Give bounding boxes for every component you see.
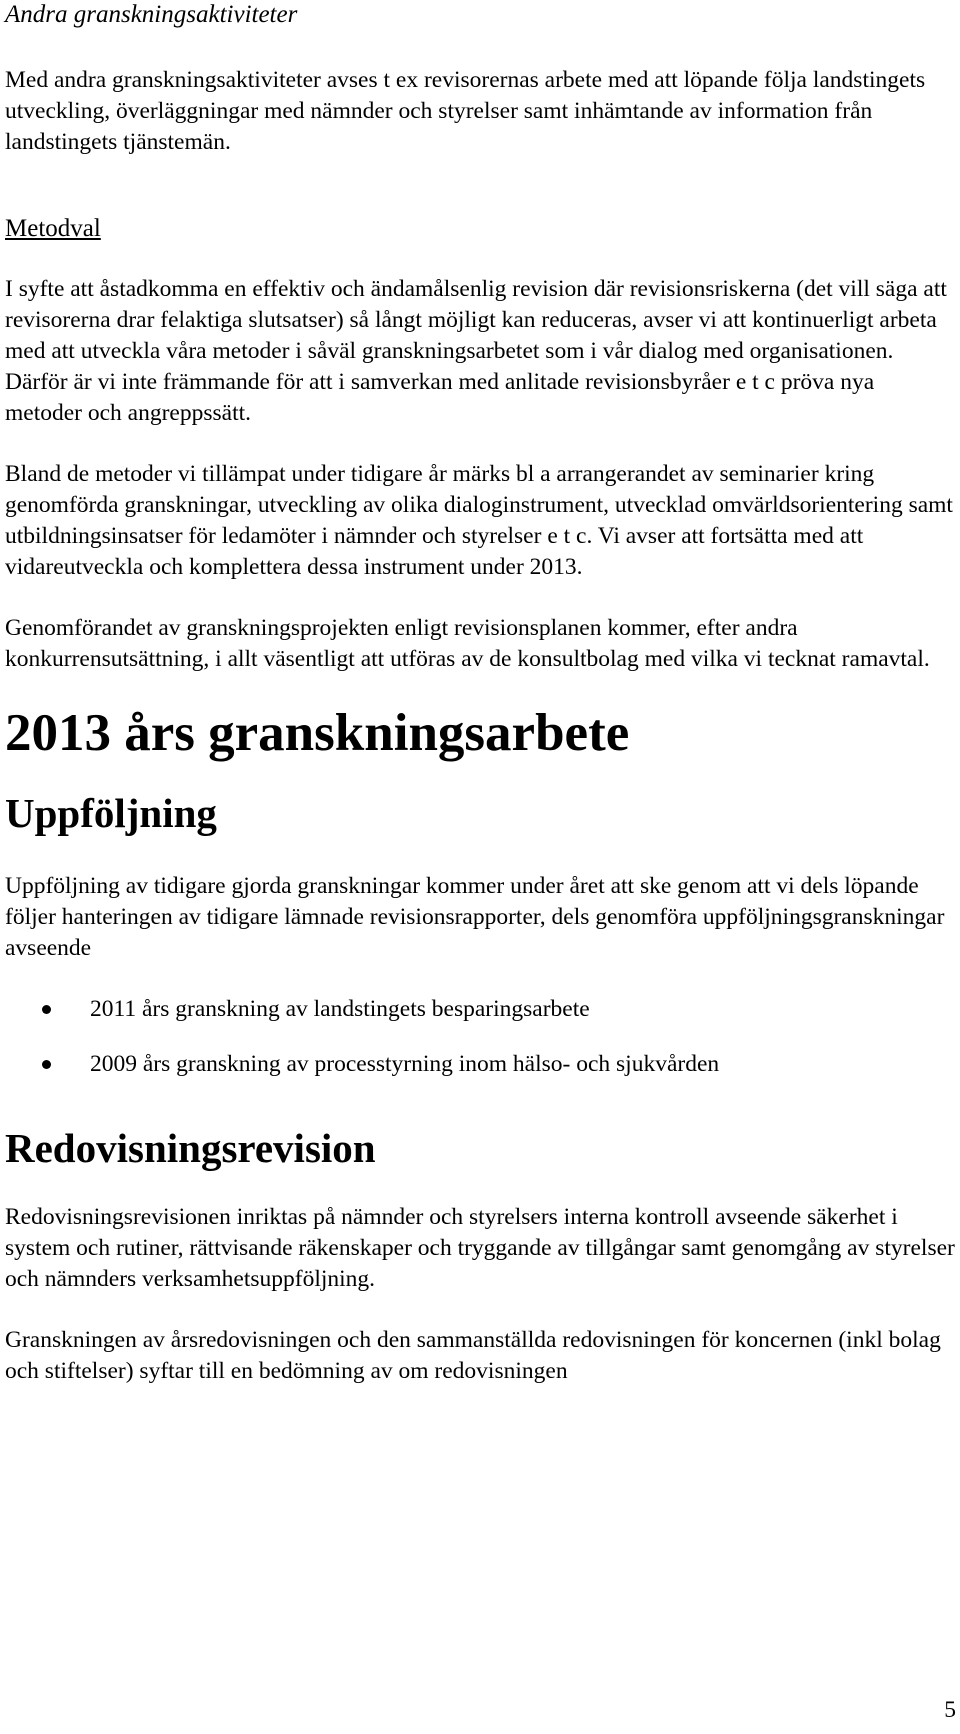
subheading-metodval: Metodval (5, 215, 101, 242)
paragraph-other-activities: Med andra granskningsaktiviteter avses t ex revisorernas arbete med att löpande följa landstingets utveckling, överläggningar med nämnder och styrelser samt inhämtande av information från landstingets tjänstemän. (5, 67, 926, 155)
heading-financial-audit: Redovisningsrevision (5, 1125, 376, 1171)
bullet-icon (42, 1005, 51, 1014)
list-item (5, 1049, 955, 1080)
paragraph-annual-report-review: Granskningen av årsredovisningen och den sammanställda redovisningen för koncernen (inkl bolag och stiftelser) syftar till en bedömning av om redovisningen (5, 1327, 941, 1384)
paragraph-follow-up: Uppföljning av tidigare gjorda granskningar kommer under året att ske genom att vi dels löpande följer hanteringen av tidigare lämnade revisionsrapporter, dels genomföra uppföljningsgranskningar avseende (5, 873, 945, 961)
list-item (5, 994, 955, 1025)
list-item-text: 2011 års granskning av landstingets besparingsarbete (90, 996, 590, 1022)
follow-up-list (5, 994, 955, 1080)
section-title: Andra granskningsaktiviteter (5, 1, 298, 28)
heading-follow-up: Uppföljning (5, 790, 217, 836)
paragraph-method-purpose: I syfte att åstadkomma en effektiv och ändamålsenlig revision där revisionsriskerna (det vill säga att revisorerna drar felaktiga slutsatser) så långt möjligt kan reduceras, avser vi att kontinuerligt arbeta med att utveckla våra metoder i såväl granskningsarbetet som i vår dialog med organisationen. Därför är vi inte främmande för att i samverkan med anlitade revisionsbyråer e t c pröva nya metoder och angreppssätt. (5, 276, 947, 426)
list-item-text: 2009 års granskning av processtyrning inom hälso- och sjukvården (90, 1051, 720, 1077)
paragraph-financial-audit: Redovisningsrevisionen inriktas på nämnder och styrelsers interna kontroll avseende säkerhet i system och rutiner, rättvisande räkenskaper och tryggande av tillgångar samt genomgång av styrelser och nämnders verksamhetsuppföljning. (5, 1204, 955, 1292)
bullet-icon (42, 1060, 51, 1069)
heading-2013-audit-work: 2013 års granskningsarbete (5, 704, 630, 762)
paragraph-implementation: Genomförandet av granskningsprojekten enligt revisionsplanen kommer, efter andra konkurrensutsättning, i allt väsentligt att utföras av de konsultbolag med vilka vi tecknat ramavtal. (5, 615, 930, 672)
document-page (5, 0, 955, 1387)
paragraph-methods-used: Bland de metoder vi tillämpat under tidigare år märks bl a arrangerandet av seminarier kring genomförda granskningar, utveckling av olika dialoginstrument, utvecklad omvärldsorientering samt utbildningsinsatser för ledamöter i nämnder och styrelser e t c. Vi avser att fortsätta med att vidareutveckla och komplettera dessa instrument under 2013. (5, 461, 953, 580)
page-number: 5 (944, 1697, 956, 1723)
